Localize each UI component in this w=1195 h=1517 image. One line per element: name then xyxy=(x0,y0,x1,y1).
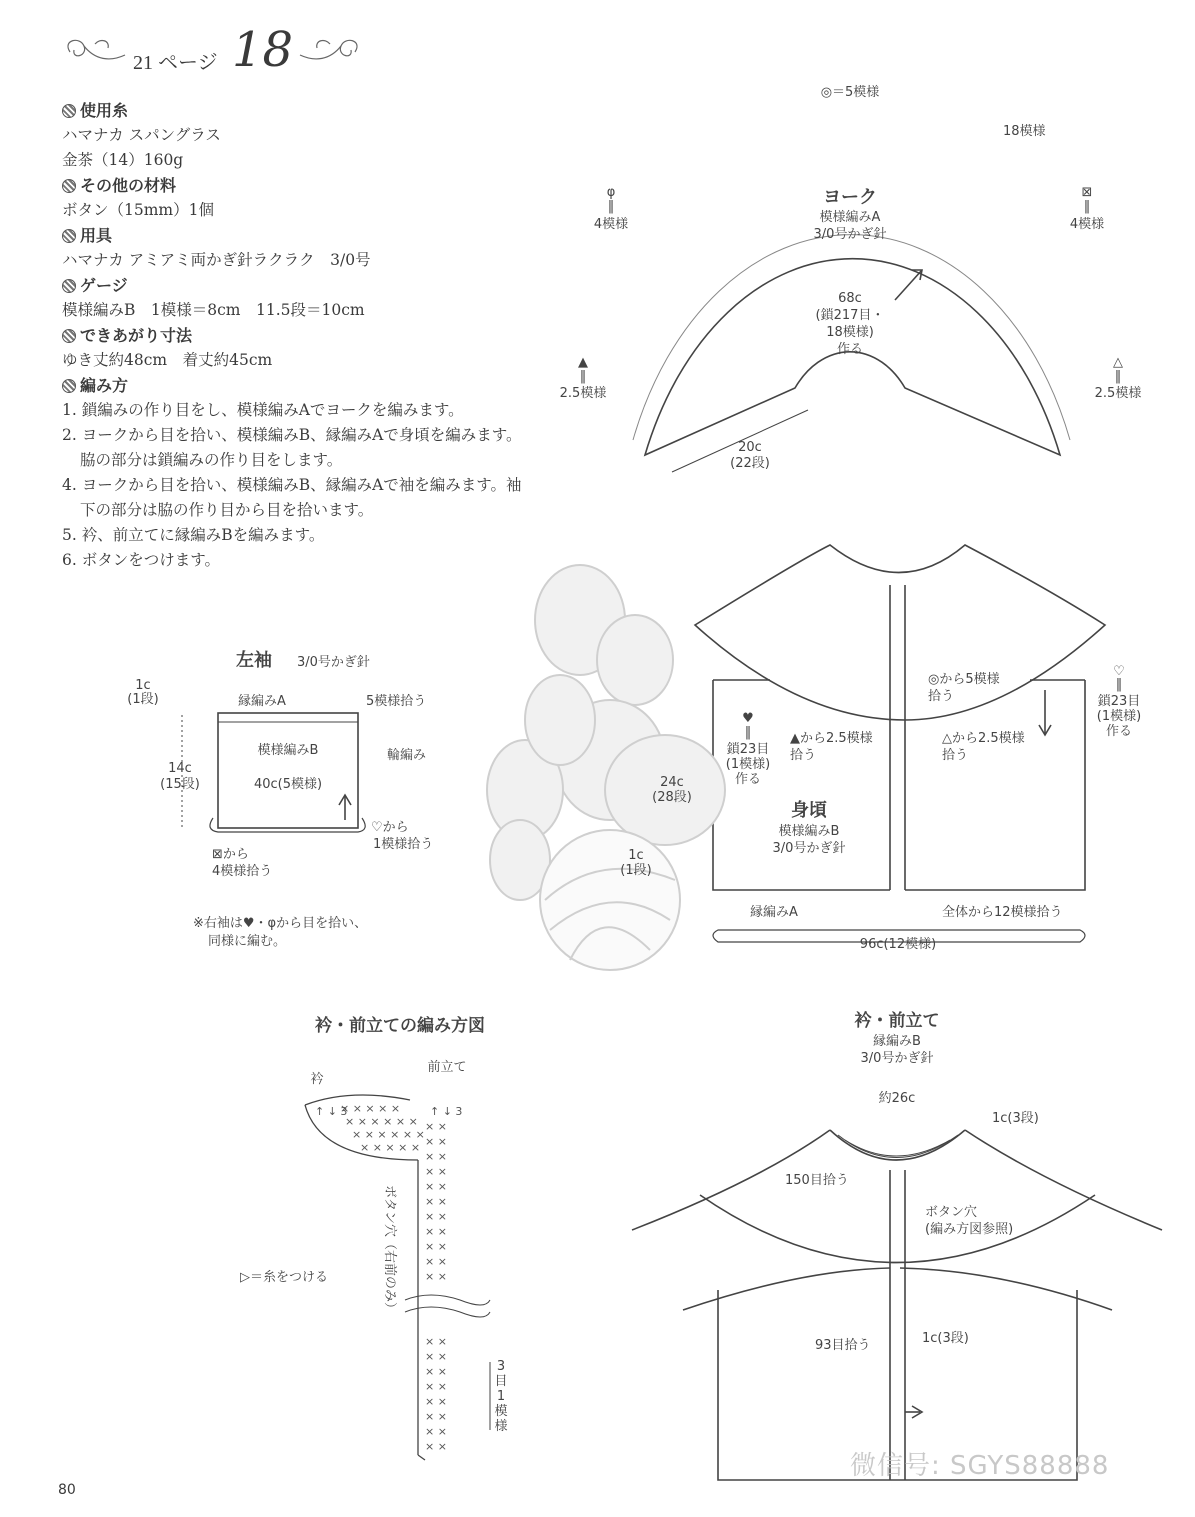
body-from-top-2: 拾う xyxy=(928,689,955,704)
collar-edge-side: 1c(3段) xyxy=(922,1331,969,1346)
sleeve-height-2: (15段) xyxy=(160,777,200,792)
svg-text:× ×: × × xyxy=(425,1255,447,1268)
finished-size-heading: できあがり寸法 xyxy=(62,323,532,348)
yoke-lower-left-eq: ‖ xyxy=(579,369,587,384)
yoke-inner-2: (鎖217目・ xyxy=(815,308,885,323)
sleeve-note-2: 同様に編む。 xyxy=(208,934,287,949)
watermark: 微信号: SGYS88888 xyxy=(850,1451,1110,1481)
sleeve-from-heart-1: ♡から xyxy=(371,820,409,835)
svg-text:× ×: × × xyxy=(425,1225,447,1238)
yoke-lower-right-eq: ‖ xyxy=(1114,369,1122,384)
collar-diagram xyxy=(632,1130,1162,1480)
body-from-top-1: ◎から5模様 xyxy=(928,672,1000,687)
collar-edge-top: 1c(3段) xyxy=(992,1111,1039,1126)
body-from-tri-left-2: 拾う xyxy=(790,748,817,763)
chart-rep-3: 1 xyxy=(496,1389,506,1404)
sleeve-from-x-1: ⊠から xyxy=(212,847,249,862)
yoke-lower-left-symbol: ▲ xyxy=(578,355,588,370)
yoke-inner-3: 18模様) xyxy=(826,325,874,340)
body-pick-all: 全体から12模様拾う xyxy=(942,905,1063,920)
svg-text:× ×: × × xyxy=(425,1425,447,1438)
finished-size-line: ゆき丈約48cm 着丈約45cm xyxy=(62,351,273,369)
svg-text:× ×: × × xyxy=(425,1395,447,1408)
sleeve-from-heart-2: 1模様拾う xyxy=(373,837,434,852)
sleeve-pick-top: 5模様拾う xyxy=(366,694,427,709)
chart-rep-1: 3 xyxy=(496,1359,506,1374)
svg-text:× ×: × × xyxy=(425,1165,447,1178)
cactus-illustration xyxy=(487,565,725,970)
body-edge-label: 縁編みA xyxy=(750,905,798,920)
other-materials-heading: その他の材料 xyxy=(62,173,532,198)
yoke-lower-right-symbol: △ xyxy=(1113,355,1123,370)
chart-front-band: 前立て xyxy=(427,1060,467,1075)
chart-collar: 衿 xyxy=(310,1072,324,1087)
gauge-heading: ゲージ xyxy=(62,273,532,298)
yoke-sub2: 3/0号かぎ針 xyxy=(813,227,887,242)
chart-yarn-attach: ▷＝糸をつける xyxy=(240,1270,328,1285)
svg-text:× ×: × × xyxy=(425,1120,447,1133)
svg-text:× ×: × × xyxy=(425,1410,447,1423)
body-height-2: (28段) xyxy=(652,790,692,805)
body-chain-right-3: 作る xyxy=(1105,724,1133,739)
yoke-right-value: 4模様 xyxy=(1069,217,1105,232)
sleeve-title: 左袖 xyxy=(236,650,272,671)
sleeve-diagram xyxy=(182,713,365,832)
yoke-top-label: ◎＝5模様 xyxy=(820,85,880,100)
yarn-line-1: ハマナカ スパングラス xyxy=(62,126,221,144)
body-sub2: 3/0号かぎ針 xyxy=(772,841,846,856)
yoke-inner-4: 作る xyxy=(836,342,864,357)
sleeve-height-1: 14c xyxy=(168,761,192,776)
body-heart-left: ♥ xyxy=(742,711,754,726)
yoke-sub1: 模様編みA xyxy=(819,210,881,225)
chart-rep-2: 目 xyxy=(494,1374,508,1389)
svg-text:× ×: × × xyxy=(425,1195,447,1208)
collar-approx-width: 約26c xyxy=(878,1091,916,1106)
collar-pick-93: 93目拾う xyxy=(815,1338,871,1353)
body-heart-right: ♡ xyxy=(1113,664,1125,679)
collar-title: 衿・前立て xyxy=(854,1011,940,1031)
body-sub1: 模様編みB xyxy=(778,824,840,839)
chart-rep-4: 模 xyxy=(494,1404,508,1419)
svg-text:× × × × × ×: × × × × × × xyxy=(352,1128,425,1141)
svg-text:× × × × ×: × × × × × xyxy=(340,1102,401,1115)
body-from-tri-right-1: △から2.5模様 xyxy=(942,731,1025,746)
gauge-line: 模様編みB 1模様＝8cm 11.5段＝10cm xyxy=(62,301,365,319)
step-5: 5. 衿、前立てに縁編みBを編みます。 xyxy=(62,526,325,544)
svg-text:× ×: × × xyxy=(425,1380,447,1393)
body-chain-left-1: 鎖23目 xyxy=(726,742,770,757)
sleeve-pattern: 模様編みB xyxy=(257,743,319,758)
chart-title: 衿・前立ての編み方図 xyxy=(315,1016,485,1036)
yoke-left-value: 4模様 xyxy=(593,217,629,232)
svg-text:× ×: × × xyxy=(425,1150,447,1163)
other-materials-line: ボタン（15mm）1個 xyxy=(62,201,214,219)
sleeve-edge-top-2: (1段) xyxy=(127,692,159,707)
yoke-right-symbol: ⊠ xyxy=(1081,185,1093,200)
svg-text:↑ ↓ 3: ↑ ↓ 3 xyxy=(315,1105,348,1118)
svg-text:× ×: × × xyxy=(425,1350,447,1363)
yoke-lower-left-value: 2.5模様 xyxy=(559,386,607,401)
yoke-right-eq: ‖ xyxy=(1083,199,1091,214)
chart-rep-5: 様 xyxy=(494,1419,508,1434)
body-height-1: 24c xyxy=(660,775,684,790)
body-chain-right-1: 鎖23目 xyxy=(1097,694,1141,709)
pattern-number: 18 xyxy=(232,22,294,78)
yarn-line-2: 金茶（14）160g xyxy=(62,151,184,169)
yoke-total-label: 18模様 xyxy=(1003,124,1046,139)
body-chain-right-2: (1模様) xyxy=(1096,709,1142,724)
sleeve-hook: 3/0号かぎ針 xyxy=(297,655,370,670)
yarn-heading: 使用糸 xyxy=(62,98,532,123)
step-2: 2. ヨークから目を拾い、模様編みB、縁編みAで身頃を編みます。脇の部分は鎖編みの作り目をします。 xyxy=(62,426,522,469)
svg-text:× ×: × × xyxy=(425,1365,447,1378)
step-6: 6. ボタンをつけます。 xyxy=(62,551,220,569)
collar-sub2: 3/0号かぎ針 xyxy=(860,1051,934,1066)
chart-buttonhole: ボタン穴（右前のみ） xyxy=(382,1185,397,1316)
step-1: 1. 鎖編みの作り目をし、模様編みAでヨークを編みます。 xyxy=(62,401,464,419)
svg-text:× ×: × × xyxy=(425,1210,447,1223)
body-chain-left-2: (1模様) xyxy=(725,757,771,772)
body-width: 96c(12模様) xyxy=(859,937,937,952)
collar-buttonhole-2: (編み方図参照) xyxy=(925,1222,1014,1237)
svg-text:× ×: × × xyxy=(425,1270,447,1283)
collar-pick-150: 150目拾う xyxy=(785,1173,849,1188)
body-heart-right-eq: ‖ xyxy=(1115,677,1123,692)
sleeve-from-x-2: 4模様拾う xyxy=(212,864,273,879)
method-heading: 編み方 xyxy=(62,373,532,398)
body-title: 身頃 xyxy=(791,800,827,821)
svg-text:× ×: × × xyxy=(425,1335,447,1348)
body-from-tri-left-1: ▲から2.5模様 xyxy=(790,731,873,746)
body-edge-2: (1段) xyxy=(620,863,652,878)
svg-text:× ×: × × xyxy=(425,1135,447,1148)
sleeve-edge-a: 縁編みA xyxy=(238,694,286,709)
collar-sub1: 縁編みB xyxy=(873,1034,921,1049)
yoke-depth-2: (22段) xyxy=(730,456,770,471)
yoke-left-symbol: φ xyxy=(606,185,616,200)
sleeve-round: 輪編み xyxy=(387,748,427,763)
body-edge-1: 1c xyxy=(628,848,644,863)
yoke-inner-1: 68c xyxy=(838,291,862,306)
yoke-lower-right-value: 2.5模様 xyxy=(1094,386,1142,401)
yoke-title: ヨーク xyxy=(823,187,877,208)
sleeve-note-1: ※右袖は♥・φから目を拾い、 xyxy=(193,916,368,931)
tools-heading: 用具 xyxy=(62,223,532,248)
svg-text:× × × × ×: × × × × × xyxy=(360,1141,421,1154)
svg-text:× ×: × × xyxy=(425,1440,447,1453)
svg-text:× × × × × ×: × × × × × × xyxy=(345,1115,418,1128)
svg-text:× ×: × × xyxy=(425,1180,447,1193)
body-heart-left-eq: ‖ xyxy=(744,725,752,740)
step-4: 4. ヨークから目を拾い、模様編みB、縁編みAで袖を編みます。袖下の部分は脇の作り目から目を拾います。 xyxy=(62,476,522,519)
svg-text:↑ ↓ 3: ↑ ↓ 3 xyxy=(430,1105,463,1118)
tools-line: ハマナカ アミアミ両かぎ針ラクラク 3/0号 xyxy=(62,251,371,269)
body-from-tri-right-2: 拾う xyxy=(942,748,969,763)
yoke-left-eq: ‖ xyxy=(607,199,615,214)
svg-text:× ×: × × xyxy=(425,1240,447,1253)
sleeve-edge-top-1: 1c xyxy=(135,678,151,693)
body-chain-left-3: 作る xyxy=(734,772,762,787)
sleeve-width: 40c(5模様) xyxy=(253,777,323,792)
collar-buttonhole-1: ボタン穴 xyxy=(925,1205,978,1220)
page-number: 80 xyxy=(58,1482,76,1498)
page-reference: 21 ページ xyxy=(133,52,218,74)
yoke-depth-1: 20c xyxy=(738,440,762,455)
